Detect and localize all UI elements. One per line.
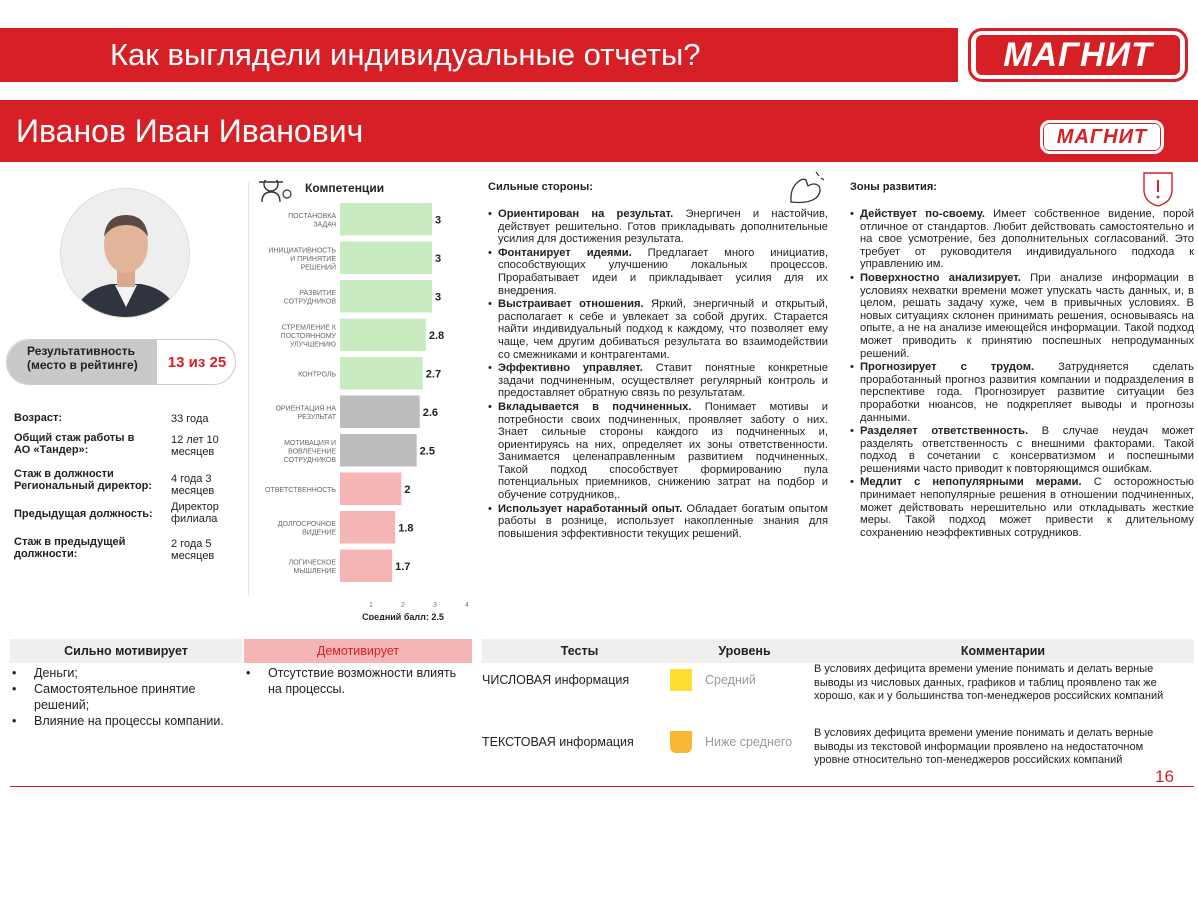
- list-item: • Деньги;: [12, 665, 232, 681]
- list-item-heading: Медлит с непопулярными мерами.: [860, 476, 1082, 489]
- list-item: [488, 503, 828, 541]
- list-item-text: Понимает мотивы и потребности своих подчиненных, проявляет заботу о них. Знает сильные стороны каждого из подчиненных и, ориентируясь на них, определяет их зоны ответственности. Занимается целенаправленным развитием подчиненных. Такой подход способствует формированию пула потенциальных приемников, снижению затрат на подбор и обучение сотрудников,.: [498, 400, 829, 502]
- info-key: Возраст:: [14, 412, 62, 424]
- list-item-heading: Разделяет ответственность.: [860, 425, 1029, 438]
- chart-value-label: 2.7: [425, 368, 442, 381]
- list-item: [850, 476, 1194, 539]
- chart-value-label: 2: [404, 483, 411, 496]
- list-item-text: Предлагает много инициатив, способствующих улучшению локальных процессов. Прорабатывает идеи и прикладывает усилия для их внедрения.: [498, 246, 828, 297]
- test-comment-text: В условиях дефицита времени умение понимать и делать верные выводы из текстовой информации проявлено на недостаточном уровне относительно топ-менеджеров российских компаний: [814, 727, 1154, 766]
- list-item: • Влияние на процессы компании.: [12, 713, 232, 729]
- competency-icon: [259, 180, 291, 202]
- demotivates-list: [246, 665, 470, 697]
- info-key: Предыдущая должность:: [14, 508, 153, 520]
- list-item-heading: Фонтанирует идеями.: [498, 246, 632, 259]
- chart-bar: [340, 319, 426, 352]
- list-item-text: В случае неудач может разделять ответственность с внешними факторами. Такой подход в сочетании с консерватизмом и поспешными решениями часто приводит к повторяющимся ошибкам.: [860, 425, 1194, 475]
- list-item: [850, 272, 1194, 360]
- list-item-text: Энергичен и настойчив, действует решительно. Готов прикладывать дополнительные усилия для достижения результата.: [498, 208, 828, 246]
- rating-value: 13 из 25: [167, 354, 227, 371]
- tests-header-level: Уровень: [718, 644, 771, 658]
- rating-label: Результативность (место в рейтинге): [7, 340, 157, 385]
- chart-bar: [340, 550, 392, 583]
- chart-category-label: ПОСТАНОВКА ЗАДАЧ: [288, 213, 336, 229]
- info-value: Директор филиала: [171, 501, 219, 525]
- list-item: [488, 362, 828, 400]
- info-key: Стаж в должности Региональный директор:: [14, 468, 153, 492]
- chart-bar: [340, 280, 432, 313]
- magnit-logo-small: [1040, 120, 1164, 154]
- list-item-heading: Вкладывается в подчиненных.: [498, 400, 692, 413]
- list-item: [488, 247, 828, 297]
- logo-text: МАГНИТ: [976, 35, 1180, 75]
- chart-value-label: 2.6: [422, 406, 439, 419]
- chart-bar: [340, 473, 401, 506]
- magnit-logo-large: [968, 28, 1188, 82]
- list-item-heading: Действует по-своему.: [860, 208, 985, 220]
- list-item: [488, 208, 828, 246]
- list-item-text: Обладает богатым опытом работы в рознице, использует накопленные знания для повышения эффективности текущих решений.: [498, 502, 828, 540]
- test-name-text: ТЕКСТОВАЯ информация: [482, 735, 634, 749]
- chart-category-label: ЛОГИЧЕСКОЕ МЫШЛЕНИЕ: [288, 559, 336, 575]
- chart-value-label: 3: [435, 214, 442, 227]
- chart-value-label: 3: [435, 291, 442, 304]
- chart-bar: [340, 511, 395, 544]
- development-list: [850, 208, 1194, 540]
- list-item-text: Ставит понятные конкретные задачи подчиненным, осуществляет регулярный контроль и предоставляет обратную связь по результатам.: [498, 362, 828, 400]
- info-key: Общий стаж работы в АО «Тандер»:: [14, 432, 135, 456]
- competency-chart: [248, 180, 478, 620]
- chart-category-label: РАЗВИТИЕ СОТРУДНИКОВ: [283, 290, 336, 306]
- info-value: 12 лет 10 месяцев: [171, 434, 219, 458]
- test-name-numeric: ЧИСЛОВАЯ информация: [482, 673, 630, 687]
- chart-category-label: ДОЛГОСРОЧНОЕ ВИДЕНИЕ: [277, 521, 336, 537]
- chart-value-label: 3: [435, 252, 442, 265]
- chart-category-label: ОРИЕНТАЦИЯ НА РЕЗУЛЬТАТ: [275, 405, 336, 421]
- test-comment-numeric: В условиях дефицита времени умение понимать и делать верные выводы из числовых данных, графиков и таблиц проявлено так же хорошо, как и у большинства топ-менеджеров российских компаний: [814, 663, 1164, 702]
- person-name: Иванов Иван Иванович: [0, 100, 1198, 162]
- tests-header-test: Тесты: [560, 644, 599, 658]
- list-item: [850, 425, 1194, 475]
- tests-header-comment: Комментарии: [960, 644, 1046, 658]
- list-item-text: Затрудняется сделать проработанный прогноз развития компании и подразделения в перспективе года. Прогнозирует развитие ситуации без проработки нюансов, не подкрепляет выводы и прогнозы данными.: [860, 361, 1194, 424]
- rating-pill: [6, 339, 236, 385]
- logo-text-small: МАГНИТ: [1044, 124, 1160, 150]
- page-number: 16: [1155, 767, 1174, 786]
- chart-value-label: 1.8: [398, 522, 414, 535]
- chart-tick-label: 1: [369, 602, 373, 609]
- list-item-text: Яркий, энергичный и открытый, располагает к себе и увлекает за собой других. Старается найти индивидуальный подход к каждому, что позволяет ему чаще, чем другим добиваться результата во взаимодействии со смежниками и контрагентами.: [498, 298, 828, 361]
- list-item-heading: Ориентирован на результат.: [498, 208, 674, 220]
- info-value: 2 года 5 месяцев: [171, 538, 215, 562]
- list-item: [850, 361, 1194, 424]
- test-level-numeric: Средний: [705, 673, 756, 687]
- chart-bar: [340, 357, 423, 390]
- chart-category-label: СТРЕМЛЕНИЕ К ПОСТОЯННОМУ УЛУЧШЕНИЮ: [280, 324, 336, 349]
- demotivates-header: Демотивирует: [244, 639, 472, 663]
- strengths-title: Сильные стороны:: [488, 181, 593, 193]
- strength-icon: [786, 168, 826, 213]
- chart-bar: [340, 242, 432, 275]
- development-title: Зоны развития:: [850, 181, 937, 193]
- chart-category-label: ИНИЦИАТИВНОСТЬ И ПРИНЯТИЕ РЕШЕНИЙ: [268, 247, 336, 272]
- chart-value-label: 1.7: [395, 560, 411, 573]
- list-item-text: С осторожностью принимает непопулярные решения в отношении подчиненных, может действовать нерешительно или откладывать жесткие меры. Такой подход может привести к длительному сохранению неэффективных сотрудников.: [860, 476, 1194, 539]
- chart-footnote: Средний балл: 2.5: [362, 612, 444, 620]
- list-item-heading: Использует наработанный опыт.: [498, 502, 683, 515]
- chart-category-label: КОНТРОЛЬ: [298, 371, 336, 379]
- list-item-heading: Прогнозирует с трудом.: [860, 361, 1035, 374]
- info-value: 33 года: [171, 413, 209, 425]
- level-indicator-text: [670, 731, 692, 753]
- chart-category-label: МОТИВАЦИЯ И ВОВЛЕЧЕНИЕ СОТРУДНИКОВ: [283, 439, 336, 464]
- strengths-list: [488, 208, 828, 541]
- motivates-header: Сильно мотивирует: [10, 639, 242, 663]
- list-item: • Самостоятельное принятие решений;: [12, 681, 232, 713]
- list-item: • Отсутствие возможности влиять на процессы.: [246, 665, 470, 697]
- list-item: [488, 401, 828, 502]
- chart-tick-label: 3: [433, 602, 437, 609]
- test-level-text: Ниже среднего: [705, 735, 793, 749]
- chart-bar: [340, 203, 432, 236]
- list-item-heading: Поверхностно анализирует.: [860, 271, 1021, 284]
- level-indicator-numeric: [670, 669, 692, 691]
- chart-value-label: 2.8: [428, 329, 445, 342]
- competency-svg: [248, 180, 478, 620]
- list-item: [488, 298, 828, 361]
- list-item-text: Имеет собственное видение, порой отличное от стандартов. Любит действовать самостоятельно и на свое усмотрение, без дополнительных согласований. Это требует от руководителя индивидуального подхода к управлению им.: [860, 208, 1194, 271]
- chart-tick-label: 4: [465, 602, 469, 609]
- footer-rule: [10, 786, 1194, 787]
- chart-value-label: 2.5: [419, 445, 435, 458]
- chart-category-label: ОТВЕТСТВЕННОСТЬ: [264, 486, 336, 494]
- chart-bar: [340, 434, 417, 467]
- list-item-heading: Эффективно управляет.: [498, 362, 643, 375]
- list-item: [850, 208, 1194, 271]
- list-item-heading: Выстраивает отношения.: [498, 298, 644, 311]
- info-key: Стаж в предыдущей должности:: [14, 536, 126, 560]
- list-item-text: При анализе информации в условиях нехватки времени может упускать часть данных, и, в целом, решать задачу хуже, чем в привычных условиях. В новых ситуациях склонен принимать решения, основываясь на опыте, а не на анализе имеющейся информации. Такой подход может приводить к принятию поспешных непродуманных решений.: [860, 271, 1194, 360]
- chart-bar: [340, 396, 420, 429]
- chart-title: Компетенции: [305, 181, 385, 195]
- avatar: [60, 188, 190, 318]
- motivates-list: [12, 665, 232, 729]
- warning-icon: [1140, 170, 1176, 213]
- chart-tick-label: 2: [401, 602, 405, 609]
- page-title: Как выглядели индивидуальные отчеты?: [0, 28, 958, 82]
- info-value: 4 года 3 месяцев: [171, 473, 215, 497]
